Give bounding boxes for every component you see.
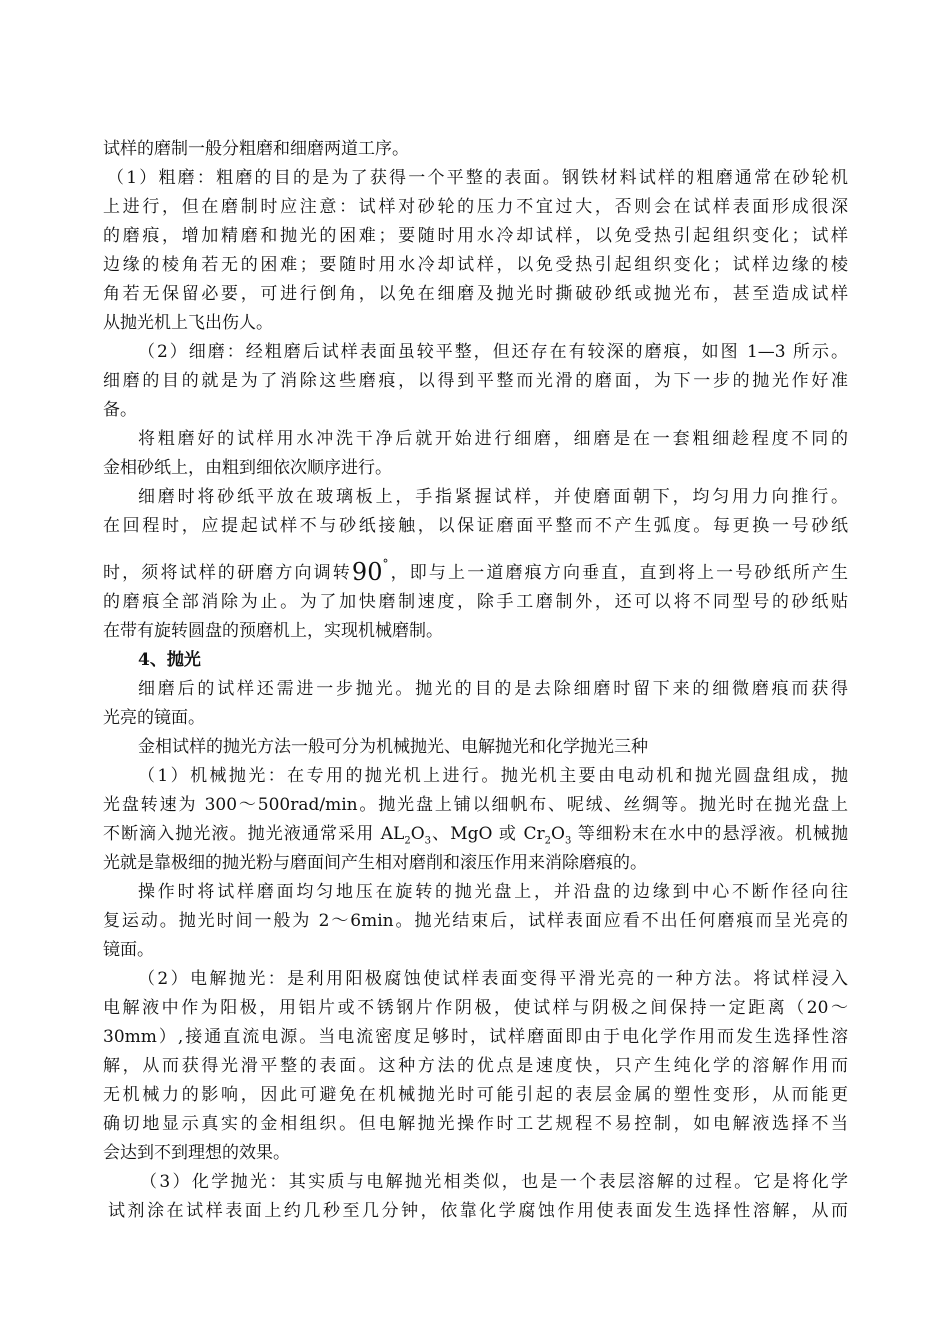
paragraph-line: 金相砂纸上，由粗到细依次顺序进行。 [103,458,392,478]
paragraph-line: 光盘转速为 300～500rad/min。抛光盘上铺以细帆布、呢绒、丝绸等。抛光时在抛光盘上 [103,795,848,815]
paragraph-line: 30mm）,接通直流电源。当电流密度足够时，试样磨面即由于电化学作用而发生选择性溶 [103,1027,848,1047]
paragraph-line: 试剂涂在试样表面上约几秒至几分钟，依靠化学腐蚀作用使表面发生选择性溶解，从而 [108,1201,848,1221]
paragraph-line: 镜面。 [103,940,154,960]
paragraph-line: 的磨痕全部消除为止。为了加快磨制速度，除手工磨制外，还可以将不同型号的砂纸贴 [103,592,848,612]
paragraph-line: 会达到不到理想的效果。 [103,1143,290,1163]
paragraph-line: 从抛光机上飞出伤人。 [103,313,273,333]
paragraph-line: 光就是靠极细的抛光粉与磨面间产生相对磨削和滚压作用来消除磨痕的。 [103,853,647,873]
paragraph-line: 细磨时将砂纸平放在玻璃板上，手指紧握试样，并使磨面朝下，均匀用力向推行。 [138,487,848,507]
line-text: 、MgO 或 Cr [431,824,545,844]
paragraph-line: 确切地显示真实的金相组织。但电解抛光操作时工艺规程不易控制，如电解液选择不当 [103,1114,848,1134]
line-text: ，即与上一道磨痕方向垂直，直到将上一号砂纸所产生 [388,563,848,583]
paragraph-line: 细磨的目的就是为了消除这些磨痕，以得到平整而光滑的磨面，为下一步的抛光作好准 [103,371,848,391]
paragraph-line: 复运动。抛光时间一般为 2～6min。抛光结束后，试样表面应看不出任何磨痕而呈光亮的 [103,911,848,931]
line-text: O [551,824,565,844]
paragraph-line: 备。 [103,400,137,420]
paragraph-line-with-formulas [103,819,848,849]
line-text: 等细粉末在水中的悬浮液。机械抛 [571,824,848,844]
paragraph-line: 电解液中作为阳极，用铝片或不锈钢片作阴极，使试样与阴极之间保持一定距离（20～ [103,998,848,1018]
subscript: 3 [564,835,572,847]
paragraph-line: 在回程时，应提起试样不与砂纸接触，以保证磨面平整而不产生弧度。每更换一号砂纸 [103,516,848,536]
paragraph-line-with-angle [103,549,848,588]
paragraph-line: 试样的磨制一般分粗磨和细磨两道工序。 [103,139,409,159]
paragraph-line: 角若无保留必要，可进行倒角，以免在细磨及抛光时撕破砂纸或抛光布，甚至造成试样 [103,284,848,304]
paragraph-line: （2）电解抛光：是利用阳极腐蚀使试样表面变得平滑光亮的一种方法。将试样浸入 [138,969,848,989]
degree-symbol: ° [382,557,389,571]
paragraph-line: 边缘的棱角若无的困难；要随时用水冷却试样，以免受热引起组织变化；试样边缘的棱 [103,255,848,275]
line-text: O [410,824,425,844]
paragraph-line: 光亮的镜面。 [103,708,205,728]
paragraph-line: 的磨痕，增加精磨和抛光的困难；要随时用水冷却试样，以免受热引起组织变化；试样 [103,226,848,246]
line-text: 时，须将试样的研磨方向调转 [103,563,352,583]
section-heading: 4、抛光 [138,650,201,670]
subscript: 3 [424,835,432,847]
line-text: 不断滴入抛光液。抛光液通常采用 AL [103,824,405,844]
paragraph-line: 操作时将试样磨面均匀地压在旋转的抛光盘上，并沿盘的边缘到中心不断作径向往 [138,882,848,902]
paragraph-line: （1）机械抛光：在专用的抛光机上进行。抛光机主要由电动机和抛光圆盘组成，抛 [138,766,848,786]
paragraph-line: 细磨后的试样还需进一步抛光。抛光的目的是去除细磨时留下来的细微磨痕而获得 [138,679,848,699]
paragraph-line: （3）化学抛光：其实质与电解抛光相类似，也是一个表层溶解的过程。它是将化学 [140,1172,848,1192]
paragraph-line: （1）粗磨：粗磨的目的是为了获得一个平整的表面。钢铁材料试样的粗磨通常在砂轮机 [107,168,848,188]
paragraph-line: 解，从而获得光滑平整的表面。这种方法的优点是速度快，只产生纯化学的溶解作用而 [103,1056,848,1076]
subscript: 2 [404,835,411,847]
paragraph-line: 在带有旋转圆盘的预磨机上，实现机械磨制。 [103,621,443,641]
paragraph-line: 将粗磨好的试样用水冲洗干净后就开始进行细磨，细磨是在一套粗细趁程度不同的 [138,429,848,449]
paragraph-line: 金相试样的抛光方法一般可分为机械抛光、电解抛光和化学抛光三种 [138,737,648,757]
subscript: 2 [544,835,551,847]
paragraph-line: （2）细磨：经粗磨后试样表面虽较平整，但还存在有较深的磨痕，如图 1—3 所示。 [138,342,848,362]
angle-value: 90 [351,558,383,586]
paragraph-line: 无机械力的影响，因此可避免在机械抛光时可能引起的表层金属的塑性变形，从而能更 [103,1085,848,1105]
paragraph-line: 上进行，但在磨制时应注意：试样对砂轮的压力不宜过大，否则会在试样表面形成很深 [103,197,848,217]
